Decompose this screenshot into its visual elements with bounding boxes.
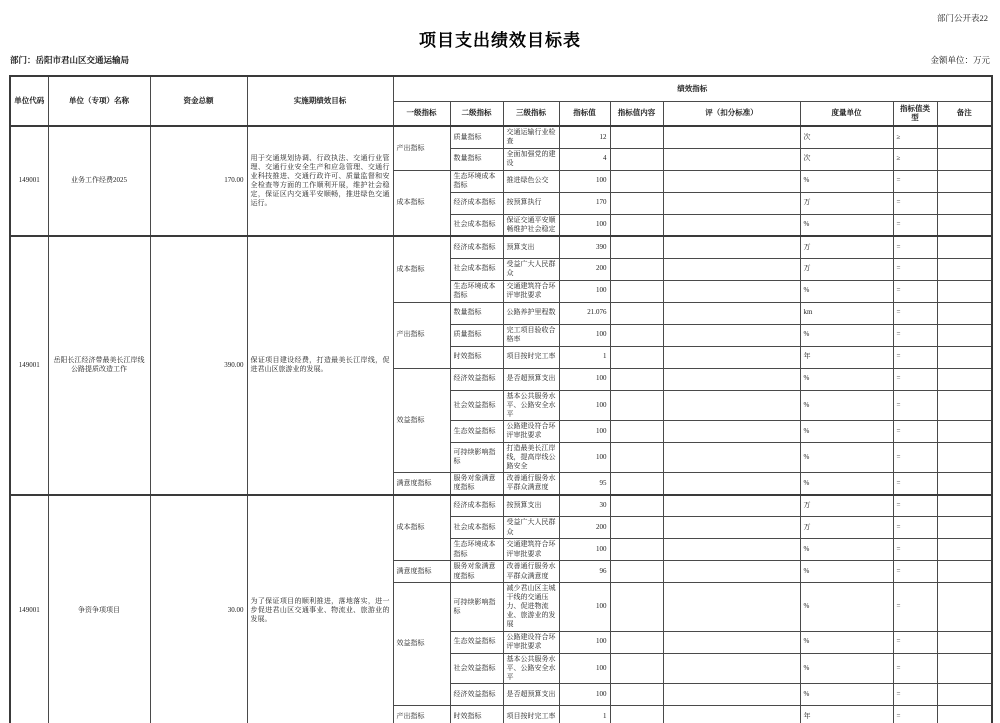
note-cell xyxy=(937,148,992,170)
note-cell xyxy=(937,236,992,258)
score-standard-cell xyxy=(663,495,800,517)
indicator-value-cell: 100 xyxy=(559,280,610,302)
value-content-cell xyxy=(610,583,663,631)
level1-indicator-cell: 效益指标 xyxy=(393,583,450,706)
note-cell xyxy=(937,324,992,346)
value-type-cell: = xyxy=(893,236,937,258)
level2-indicator-cell: 时效指标 xyxy=(450,346,503,368)
level3-indicator-cell: 推进绿色公交 xyxy=(503,170,559,192)
value-type-cell: = xyxy=(893,583,937,631)
measure-unit-cell: % xyxy=(800,561,893,583)
note-cell xyxy=(937,420,992,442)
measure-unit-cell: % xyxy=(800,631,893,653)
level2-indicator-cell: 可持续影响指标 xyxy=(450,442,503,472)
unit-code-cell: 149001 xyxy=(10,495,48,723)
level2-indicator-cell: 社会成本指标 xyxy=(450,258,503,280)
value-type-cell: = xyxy=(893,683,937,705)
note-cell xyxy=(937,368,992,390)
indicator-value-cell: 12 xyxy=(559,126,610,148)
measure-unit-cell: 万 xyxy=(800,192,893,214)
indicator-value-cell: 21.076 xyxy=(559,302,610,324)
col-header-level3: 三级指标 xyxy=(503,101,559,126)
level3-indicator-cell: 交通运输行业检查 xyxy=(503,126,559,148)
performance-table xyxy=(9,75,993,723)
value-content-cell xyxy=(610,148,663,170)
indicator-value-cell: 100 xyxy=(559,368,610,390)
value-content-cell xyxy=(610,473,663,495)
level2-indicator-cell: 经济成本指标 xyxy=(450,495,503,517)
level2-indicator-cell: 时效指标 xyxy=(450,705,503,723)
level3-indicator-cell: 受益广大人民群众 xyxy=(503,258,559,280)
level3-indicator-cell: 按预算支出 xyxy=(503,495,559,517)
level1-indicator-cell: 产出指标 xyxy=(393,302,450,368)
value-content-cell xyxy=(610,495,663,517)
indicator-value-cell: 30 xyxy=(559,495,610,517)
table-row xyxy=(10,236,992,258)
level2-indicator-cell: 生态效益指标 xyxy=(450,420,503,442)
unit-name-cell: 岳阳长江经济带最美长江岸线公路提质改造工作 xyxy=(48,236,150,495)
measure-unit-cell: 万 xyxy=(800,236,893,258)
score-standard-cell xyxy=(663,653,800,683)
value-type-cell: = xyxy=(893,561,937,583)
value-type-cell: = xyxy=(893,420,937,442)
level3-indicator-cell: 公路建设符合环评审批要求 xyxy=(503,420,559,442)
value-type-cell: = xyxy=(893,324,937,346)
indicator-value-cell: 96 xyxy=(559,561,610,583)
value-content-cell xyxy=(610,390,663,420)
col-header-value-type: 指标值类型 xyxy=(893,101,937,126)
note-cell xyxy=(937,653,992,683)
note-cell xyxy=(937,517,992,539)
level1-indicator-cell: 效益指标 xyxy=(393,368,450,473)
indicator-value-cell: 4 xyxy=(559,148,610,170)
indicator-value-cell: 100 xyxy=(559,583,610,631)
indicator-value-cell: 100 xyxy=(559,170,610,192)
value-content-cell xyxy=(610,214,663,236)
level3-indicator-cell: 预算支出 xyxy=(503,236,559,258)
value-content-cell xyxy=(610,324,663,346)
score-standard-cell xyxy=(663,302,800,324)
score-standard-cell xyxy=(663,561,800,583)
value-type-cell: = xyxy=(893,280,937,302)
col-header-total-fund: 资金总额 xyxy=(150,76,247,126)
indicator-value-cell: 100 xyxy=(559,539,610,561)
value-content-cell xyxy=(610,539,663,561)
note-cell xyxy=(937,561,992,583)
measure-unit-cell: % xyxy=(800,214,893,236)
level3-indicator-cell: 基本公共服务水平、公路安全水平 xyxy=(503,653,559,683)
measure-unit-cell: 万 xyxy=(800,517,893,539)
col-header-measure-unit: 度量单位 xyxy=(800,101,893,126)
value-content-cell xyxy=(610,517,663,539)
score-standard-cell xyxy=(663,346,800,368)
indicator-value-cell: 1 xyxy=(559,346,610,368)
score-standard-cell xyxy=(663,368,800,390)
value-content-cell xyxy=(610,368,663,390)
level2-indicator-cell: 社会成本指标 xyxy=(450,517,503,539)
measure-unit-cell: % xyxy=(800,368,893,390)
indicator-value-cell: 95 xyxy=(559,473,610,495)
score-standard-cell xyxy=(663,583,800,631)
value-type-cell: = xyxy=(893,705,937,723)
score-standard-cell xyxy=(663,324,800,346)
level2-indicator-cell: 经济成本指标 xyxy=(450,192,503,214)
score-standard-cell xyxy=(663,683,800,705)
value-content-cell xyxy=(610,192,663,214)
score-standard-cell xyxy=(663,631,800,653)
level1-indicator-cell: 满意度指标 xyxy=(393,561,450,583)
level2-indicator-cell: 社会效益指标 xyxy=(450,653,503,683)
level3-indicator-cell: 受益广大人民群众 xyxy=(503,517,559,539)
note-cell xyxy=(937,170,992,192)
level3-indicator-cell: 是否超预算支出 xyxy=(503,368,559,390)
value-content-cell xyxy=(610,236,663,258)
level2-indicator-cell: 生态环境成本指标 xyxy=(450,280,503,302)
value-type-cell: = xyxy=(893,214,937,236)
measure-unit-cell: % xyxy=(800,653,893,683)
level3-indicator-cell: 公路养护里程数 xyxy=(503,302,559,324)
value-type-cell: = xyxy=(893,539,937,561)
value-content-cell xyxy=(610,302,663,324)
indicator-value-cell: 100 xyxy=(559,442,610,472)
indicator-value-cell: 100 xyxy=(559,683,610,705)
col-header-unit-code: 单位代码 xyxy=(10,76,48,126)
level2-indicator-cell: 服务对象满意度指标 xyxy=(450,473,503,495)
note-cell xyxy=(937,302,992,324)
col-header-unit-name: 单位（专项）名称 xyxy=(48,76,150,126)
note-cell xyxy=(937,442,992,472)
value-type-cell: = xyxy=(893,258,937,280)
value-content-cell xyxy=(610,653,663,683)
corner-sheet-label: 部门公开表22 xyxy=(936,13,988,23)
level2-indicator-cell: 经济成本指标 xyxy=(450,236,503,258)
period-goal-cell: 保证项目建设经费，打造最美长江岸线，促进君山区旅游业的发展。 xyxy=(247,236,393,495)
note-cell xyxy=(937,258,992,280)
score-standard-cell xyxy=(663,420,800,442)
note-cell xyxy=(937,539,992,561)
total-fund-cell: 170.00 xyxy=(150,126,247,236)
level3-indicator-cell: 基本公共服务水平、公路安全水平 xyxy=(503,390,559,420)
score-standard-cell xyxy=(663,473,800,495)
header-row-1 xyxy=(10,76,992,101)
measure-unit-cell: % xyxy=(800,170,893,192)
table-body xyxy=(10,126,992,723)
value-type-cell: = xyxy=(893,302,937,324)
value-content-cell xyxy=(610,420,663,442)
level1-indicator-cell: 成本指标 xyxy=(393,495,450,561)
level2-indicator-cell: 生态环境成本指标 xyxy=(450,539,503,561)
level2-indicator-cell: 数量指标 xyxy=(450,302,503,324)
measure-unit-cell: 次 xyxy=(800,148,893,170)
level1-indicator-cell: 满意度指标 xyxy=(393,473,450,495)
col-header-value: 指标值 xyxy=(559,101,610,126)
value-type-cell: = xyxy=(893,390,937,420)
level2-indicator-cell: 经济效益指标 xyxy=(450,683,503,705)
score-standard-cell xyxy=(663,258,800,280)
measure-unit-cell: km xyxy=(800,302,893,324)
note-cell xyxy=(937,683,992,705)
level2-indicator-cell: 服务对象满意度指标 xyxy=(450,561,503,583)
score-standard-cell xyxy=(663,214,800,236)
score-standard-cell xyxy=(663,539,800,561)
measure-unit-cell: 次 xyxy=(800,126,893,148)
value-type-cell: = xyxy=(893,473,937,495)
score-standard-cell xyxy=(663,705,800,723)
level3-indicator-cell: 保证交通平安顺畅维护社会稳定 xyxy=(503,214,559,236)
col-header-level1: 一级指标 xyxy=(393,101,450,126)
measure-unit-cell: % xyxy=(800,390,893,420)
measure-unit-cell: % xyxy=(800,324,893,346)
value-content-cell xyxy=(610,346,663,368)
measure-unit-cell: % xyxy=(800,583,893,631)
total-fund-cell: 30.00 xyxy=(150,495,247,723)
indicator-value-cell: 200 xyxy=(559,517,610,539)
note-cell xyxy=(937,214,992,236)
value-type-cell: = xyxy=(893,442,937,472)
note-cell xyxy=(937,583,992,631)
period-goal-cell: 为了保证项目的顺利推进，落地落实，进一步促进君山区交通事业、物流业、旅游业的发展。 xyxy=(247,495,393,723)
level3-indicator-cell: 打造最美长江岸线，提高岸线公路安全 xyxy=(503,442,559,472)
level3-indicator-cell: 交通建筑符合环评审批要求 xyxy=(503,280,559,302)
measure-unit-cell: 年 xyxy=(800,346,893,368)
level2-indicator-cell: 可持续影响指标 xyxy=(450,583,503,631)
indicator-value-cell: 200 xyxy=(559,258,610,280)
note-cell xyxy=(937,192,992,214)
measure-unit-cell: 万 xyxy=(800,495,893,517)
score-standard-cell xyxy=(663,192,800,214)
value-content-cell xyxy=(610,442,663,472)
note-cell xyxy=(937,390,992,420)
period-goal-cell: 用于交通规划协调、行政执法、交通行业管理、交通行业安全生产和应急管理、交通行业科技推进、交通行政许可、质量监督和安全检查等方面的工作顺利开展，维护社会稳定，保证区内交通平安顺畅，推进绿色交通运行。 xyxy=(247,126,393,236)
indicator-value-cell: 100 xyxy=(559,390,610,420)
value-content-cell xyxy=(610,631,663,653)
value-type-cell: = xyxy=(893,192,937,214)
level3-indicator-cell: 减少君山区主城干线的交通压力、促进物流业、旅游业的发展 xyxy=(503,583,559,631)
total-fund-cell: 390.00 xyxy=(150,236,247,495)
indicator-value-cell: 100 xyxy=(559,653,610,683)
score-standard-cell xyxy=(663,126,800,148)
col-header-note: 备注 xyxy=(937,101,992,126)
value-content-cell xyxy=(610,258,663,280)
value-type-cell: = xyxy=(893,170,937,192)
level3-indicator-cell: 全面加强党的建设 xyxy=(503,148,559,170)
value-type-cell: ≥ xyxy=(893,148,937,170)
col-header-perf-group: 绩效指标 xyxy=(393,76,992,101)
value-type-cell: = xyxy=(893,631,937,653)
value-content-cell xyxy=(610,170,663,192)
value-type-cell: = xyxy=(893,346,937,368)
measure-unit-cell: % xyxy=(800,473,893,495)
level2-indicator-cell: 社会效益指标 xyxy=(450,390,503,420)
unit-code-cell: 149001 xyxy=(10,126,48,236)
col-header-value-content: 指标值内容 xyxy=(610,101,663,126)
level1-indicator-cell: 成本指标 xyxy=(393,236,450,302)
col-header-level2: 二级指标 xyxy=(450,101,503,126)
amount-unit-label: 金额单位：万元 xyxy=(930,55,990,65)
level2-indicator-cell: 数量指标 xyxy=(450,148,503,170)
score-standard-cell xyxy=(663,280,800,302)
department-label: 部门：岳阳市君山区交通运输局 xyxy=(10,55,130,65)
level3-indicator-cell: 交通建筑符合环评审批要求 xyxy=(503,539,559,561)
note-cell xyxy=(937,280,992,302)
level3-indicator-cell: 是否超预算支出 xyxy=(503,683,559,705)
note-cell xyxy=(937,126,992,148)
indicator-value-cell: 390 xyxy=(559,236,610,258)
table-row xyxy=(10,126,992,148)
measure-unit-cell: 年 xyxy=(800,705,893,723)
indicator-value-cell: 1 xyxy=(559,705,610,723)
level2-indicator-cell: 生态环境成本指标 xyxy=(450,170,503,192)
level2-indicator-cell: 社会成本指标 xyxy=(450,214,503,236)
measure-unit-cell: % xyxy=(800,442,893,472)
indicator-value-cell: 100 xyxy=(559,631,610,653)
level1-indicator-cell: 成本指标 xyxy=(393,170,450,236)
col-header-score-standard: 评（扣分标准） xyxy=(663,101,800,126)
value-type-cell: = xyxy=(893,517,937,539)
level3-indicator-cell: 改善通行服务水平群众满意度 xyxy=(503,473,559,495)
level2-indicator-cell: 质量指标 xyxy=(450,126,503,148)
table-header xyxy=(10,76,992,126)
unit-name-cell: 争资争项项目 xyxy=(48,495,150,723)
score-standard-cell xyxy=(663,442,800,472)
note-cell xyxy=(937,473,992,495)
level2-indicator-cell: 经济效益指标 xyxy=(450,368,503,390)
unit-name-cell: 业务工作经费2025 xyxy=(48,126,150,236)
score-standard-cell xyxy=(663,390,800,420)
value-content-cell xyxy=(610,683,663,705)
note-cell xyxy=(937,495,992,517)
value-content-cell xyxy=(610,126,663,148)
value-type-cell: = xyxy=(893,495,937,517)
value-content-cell xyxy=(610,705,663,723)
note-cell xyxy=(937,631,992,653)
col-header-period-goal: 实施期绩效目标 xyxy=(247,76,393,126)
note-cell xyxy=(937,346,992,368)
value-content-cell xyxy=(610,280,663,302)
score-standard-cell xyxy=(663,236,800,258)
score-standard-cell xyxy=(663,517,800,539)
indicator-value-cell: 100 xyxy=(559,324,610,346)
indicator-value-cell: 100 xyxy=(559,214,610,236)
level2-indicator-cell: 生态效益指标 xyxy=(450,631,503,653)
score-standard-cell xyxy=(663,148,800,170)
indicator-value-cell: 170 xyxy=(559,192,610,214)
level3-indicator-cell: 按预算执行 xyxy=(503,192,559,214)
score-standard-cell xyxy=(663,170,800,192)
level3-indicator-cell: 项目按时完工率 xyxy=(503,705,559,723)
level3-indicator-cell: 公路建设符合环评审批要求 xyxy=(503,631,559,653)
level3-indicator-cell: 改善通行服务水平群众满意度 xyxy=(503,561,559,583)
measure-unit-cell: % xyxy=(800,683,893,705)
value-type-cell: = xyxy=(893,653,937,683)
value-type-cell: = xyxy=(893,368,937,390)
page-title: 项目支出绩效目标表 xyxy=(419,31,581,50)
measure-unit-cell: % xyxy=(800,280,893,302)
level3-indicator-cell: 完工项目验收合格率 xyxy=(503,324,559,346)
indicator-value-cell: 100 xyxy=(559,420,610,442)
value-content-cell xyxy=(610,561,663,583)
unit-code-cell: 149001 xyxy=(10,236,48,495)
meta-row xyxy=(10,54,990,68)
measure-unit-cell: % xyxy=(800,420,893,442)
level2-indicator-cell: 质量指标 xyxy=(450,324,503,346)
level3-indicator-cell: 项目按时完工率 xyxy=(503,346,559,368)
level1-indicator-cell: 产出指标 xyxy=(393,705,450,723)
measure-unit-cell: 万 xyxy=(800,258,893,280)
table-row xyxy=(10,495,992,517)
measure-unit-cell: % xyxy=(800,539,893,561)
value-type-cell: ≥ xyxy=(893,126,937,148)
note-cell xyxy=(937,705,992,723)
level1-indicator-cell: 产出指标 xyxy=(393,126,450,170)
